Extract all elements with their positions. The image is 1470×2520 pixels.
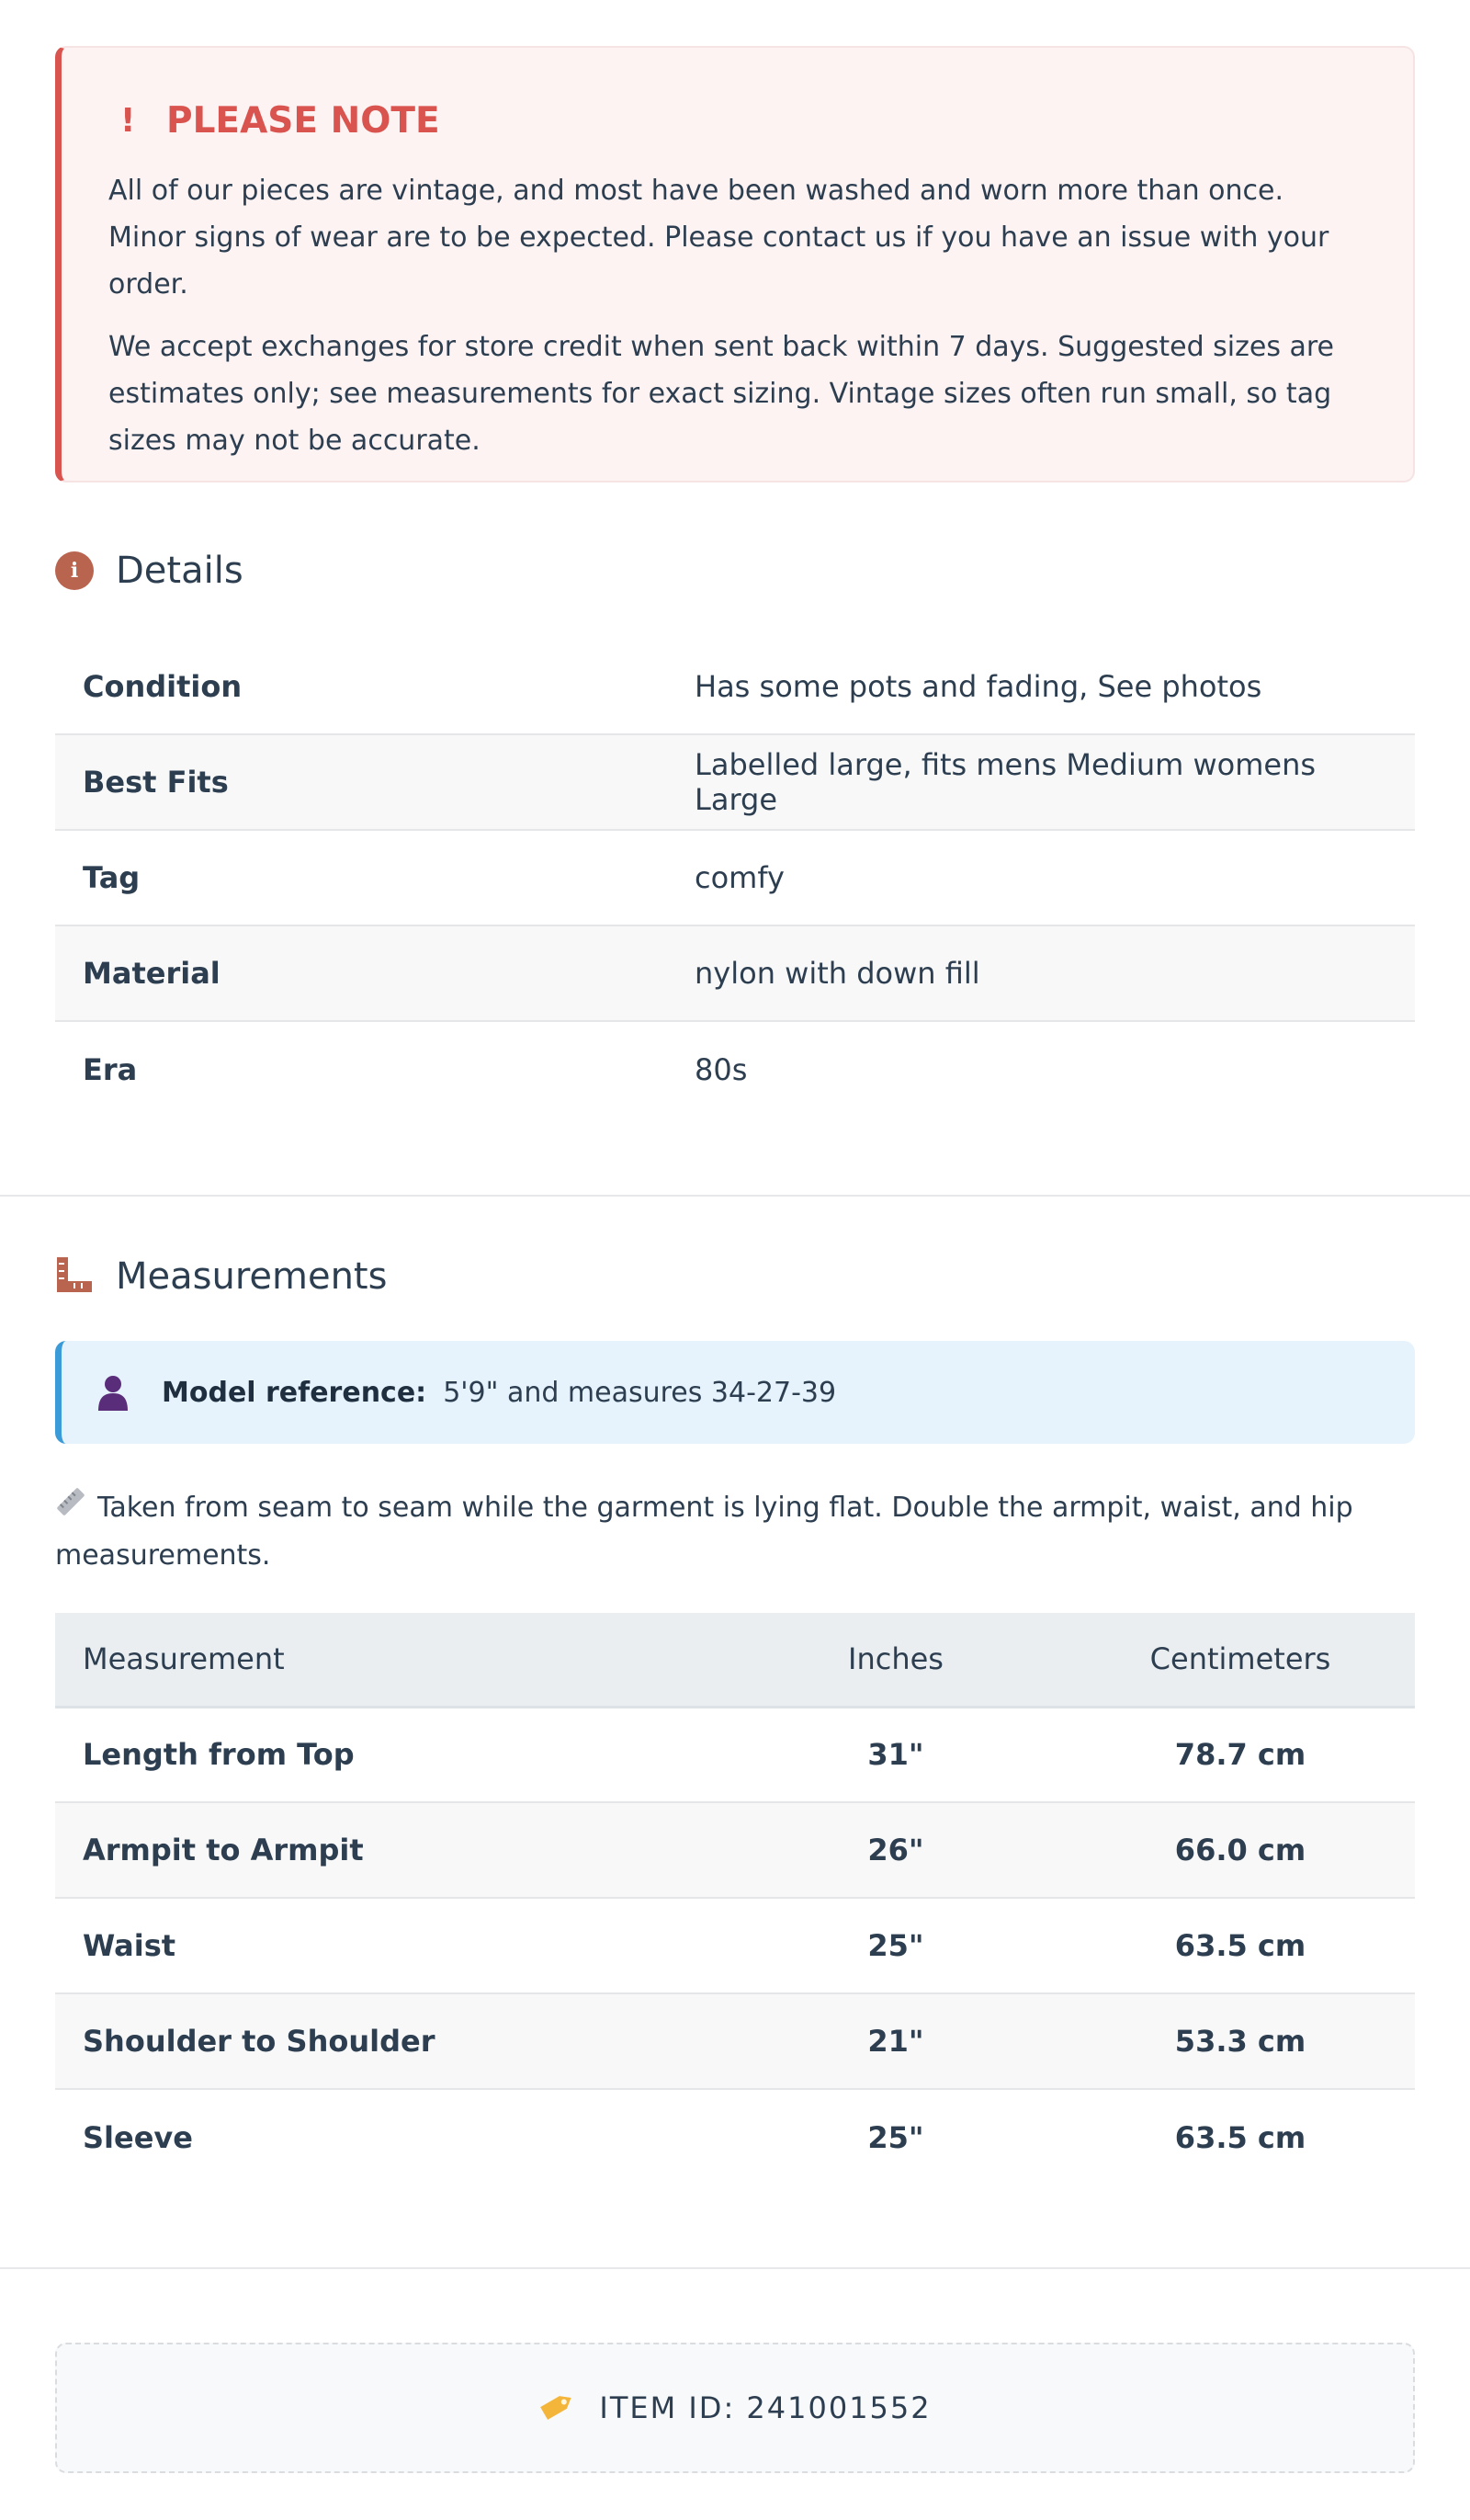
measurement-note — [55, 1484, 1360, 1579]
item-id-box — [55, 2343, 1415, 2473]
model-reference-box — [55, 1341, 1415, 1444]
detail-value: 80s — [695, 1051, 748, 1087]
table-row — [55, 1993, 1415, 2089]
measurement-inches: 31" — [867, 1737, 924, 1773]
notice-header — [108, 101, 1367, 140]
details-title: Details — [116, 550, 243, 592]
details-table — [55, 639, 1415, 1117]
column-header-measurement: Measurement — [55, 1613, 726, 1707]
measurements-title: Measurements — [116, 1255, 388, 1298]
section-divider — [0, 1195, 1470, 1197]
table-row — [55, 639, 1415, 734]
table-row — [55, 1802, 1415, 1898]
measurements-heading — [55, 1255, 387, 1298]
measurement-name: Length from Top — [83, 1737, 355, 1773]
notice-box — [55, 46, 1415, 482]
column-header-centimeters: Centimeters — [1066, 1613, 1415, 1707]
measurement-centimeters: 78.7 cm — [1174, 1737, 1306, 1773]
table-row — [55, 925, 1415, 1021]
measurement-inches: 26" — [867, 1833, 924, 1867]
notice-title: PLEASE NOTE — [166, 99, 440, 142]
notice-paragraph-2: We accept exchanges for store credit when sent back within 7 days. Suggested sizes are estimates only; see measurements for exact sizing. Vintage sizes often run small, so tag sizes may not be accurate. — [108, 331, 1335, 457]
table-row — [55, 734, 1415, 830]
model-reference-value: 5'9" and measures 34-27-39 — [443, 1376, 837, 1409]
ruler-icon — [55, 1255, 94, 1298]
measurement-note-text: Taken from seam to seam while the garment is lying flat. Double the armpit, waist, and hip measurements. — [55, 1492, 1353, 1572]
measurement-name: Waist — [83, 1928, 176, 1963]
detail-value: nylon with down fill — [695, 956, 980, 991]
section-divider — [0, 2267, 1470, 2269]
measurement-name: Sleeve — [83, 2119, 193, 2155]
table-row — [55, 1898, 1415, 1993]
measurement-inches: 25" — [867, 1928, 924, 1963]
detail-value: Has some pots and fading, See photos — [695, 668, 1262, 704]
column-header-inches: Inches — [726, 1613, 1066, 1707]
detail-label: Era — [83, 1051, 138, 1087]
measurement-centimeters: 66.0 cm — [1174, 1833, 1306, 1867]
ruler-icon — [55, 1485, 86, 1532]
details-heading — [55, 550, 243, 592]
exclamation-icon: ! — [120, 101, 136, 140]
table-row — [55, 2089, 1415, 2185]
measurements-table — [55, 1613, 1415, 2185]
measurement-centimeters: 63.5 cm — [1174, 2119, 1306, 2155]
model-reference-label: Model reference: — [162, 1376, 427, 1409]
detail-label: Best Fits — [83, 765, 229, 800]
table-row — [55, 830, 1415, 925]
measurement-inches: 21" — [867, 2024, 924, 2059]
person-icon — [96, 1374, 130, 1411]
measurement-inches: 25" — [867, 2119, 924, 2155]
measurement-centimeters: 63.5 cm — [1174, 1928, 1306, 1963]
item-id: ITEM ID: 241001552 — [599, 2390, 932, 2425]
table-row — [55, 1021, 1415, 1117]
detail-label: Condition — [83, 668, 243, 704]
detail-label: Material — [83, 956, 220, 991]
table-header-row — [55, 1613, 1415, 1707]
detail-value: Labelled large, fits mens Medium womens Large — [695, 747, 1317, 817]
tag-icon — [538, 2389, 575, 2426]
measurement-centimeters: 53.3 cm — [1174, 2024, 1306, 2059]
info-icon: i — [55, 551, 94, 590]
detail-label: Tag — [83, 860, 141, 895]
measurement-name: Armpit to Armpit — [83, 1833, 364, 1867]
detail-value: comfy — [695, 860, 785, 895]
measurement-name: Shoulder to Shoulder — [83, 2024, 435, 2059]
table-row — [55, 1707, 1415, 1802]
notice-paragraph-1: All of our pieces are vintage, and most have been washed and worn more than once. Minor signs of wear are to be expected. Please contact us if you have an issue with your order. — [108, 175, 1329, 301]
